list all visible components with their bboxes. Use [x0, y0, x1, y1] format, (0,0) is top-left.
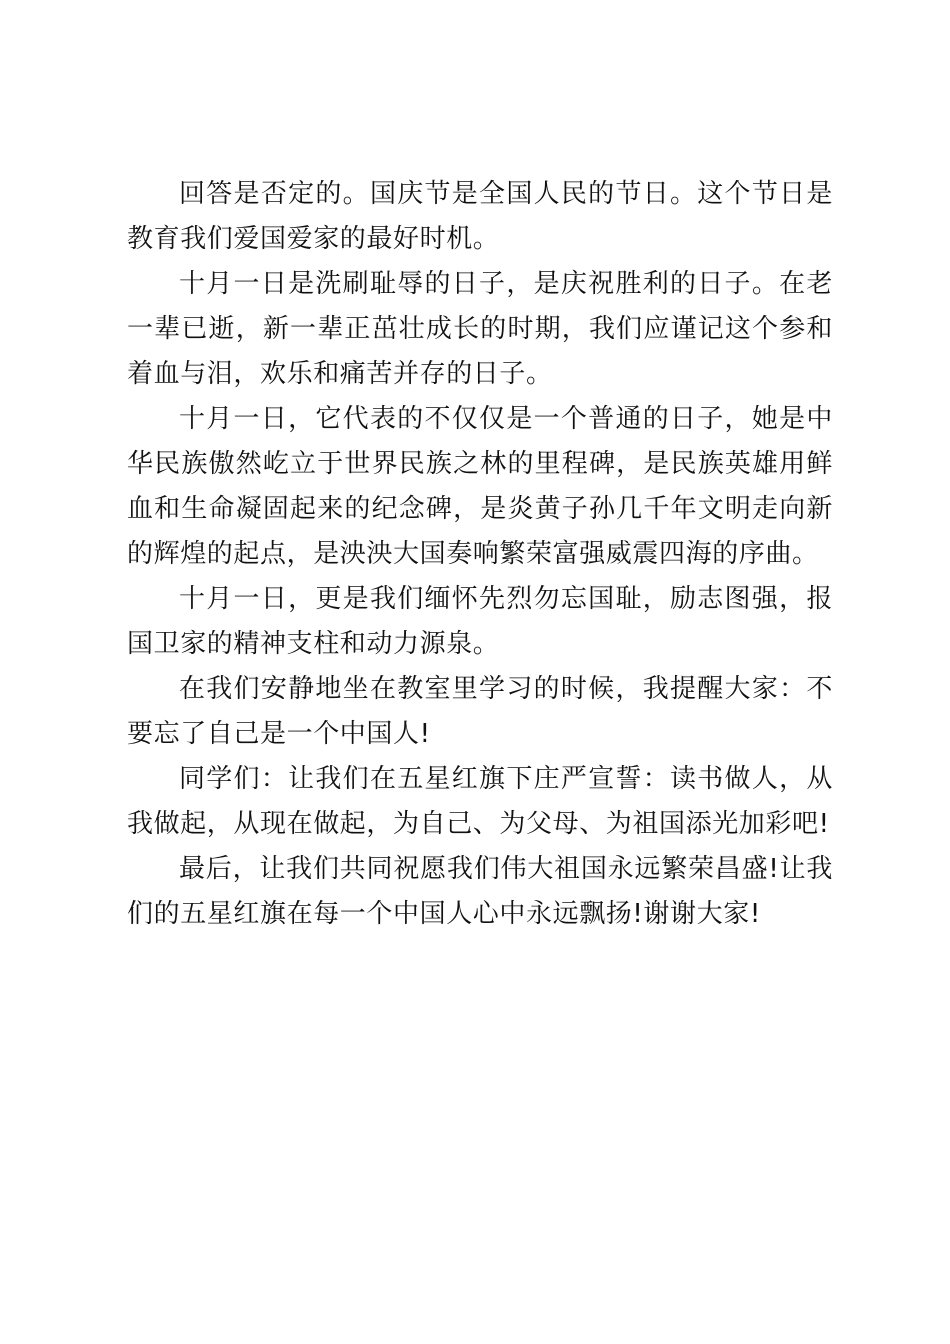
paragraph-6: 同学们：让我们在五星红旗下庄严宣誓：读书做人，从我做起，从现在做起，为自己、为父母、为祖国添光加彩吧! — [127, 764, 833, 839]
paragraph-1: 回答是否定的。国庆节是全国人民的节日。这个节日是教育我们爱国爱家的最好时机。 — [127, 179, 833, 254]
paragraph-2: 十月一日是洗刷耻辱的日子，是庆祝胜利的日子。在老一辈已逝，新一辈正茁壮成长的时期，我们应谨记这个参和着血与泪，欢乐和痛苦并存的日子。 — [127, 269, 833, 389]
paragraph-7: 最后，让我们共同祝愿我们伟大祖国永远繁荣昌盛!让我们的五星红旗在每一个中国人心中永远飘扬!谢谢大家! — [127, 854, 833, 929]
paragraph-3: 十月一日，它代表的不仅仅是一个普通的日子，她是中华民族傲然屹立于世界民族之林的里程碑，是民族英雄用鲜血和生命凝固起来的纪念碑，是炎黄子孙几千年文明走向新的辉煌的起点，是泱泱大国奏响繁荣富强威震四海的序曲。 — [127, 404, 833, 569]
paragraph-4: 十月一日，更是我们缅怀先烈勿忘国耻，励志图强，报国卫家的精神支柱和动力源泉。 — [127, 584, 833, 659]
paragraph-5: 在我们安静地坐在教室里学习的时候，我提醒大家：不要忘了自己是一个中国人! — [127, 674, 833, 749]
document-body — [127, 172, 833, 937]
